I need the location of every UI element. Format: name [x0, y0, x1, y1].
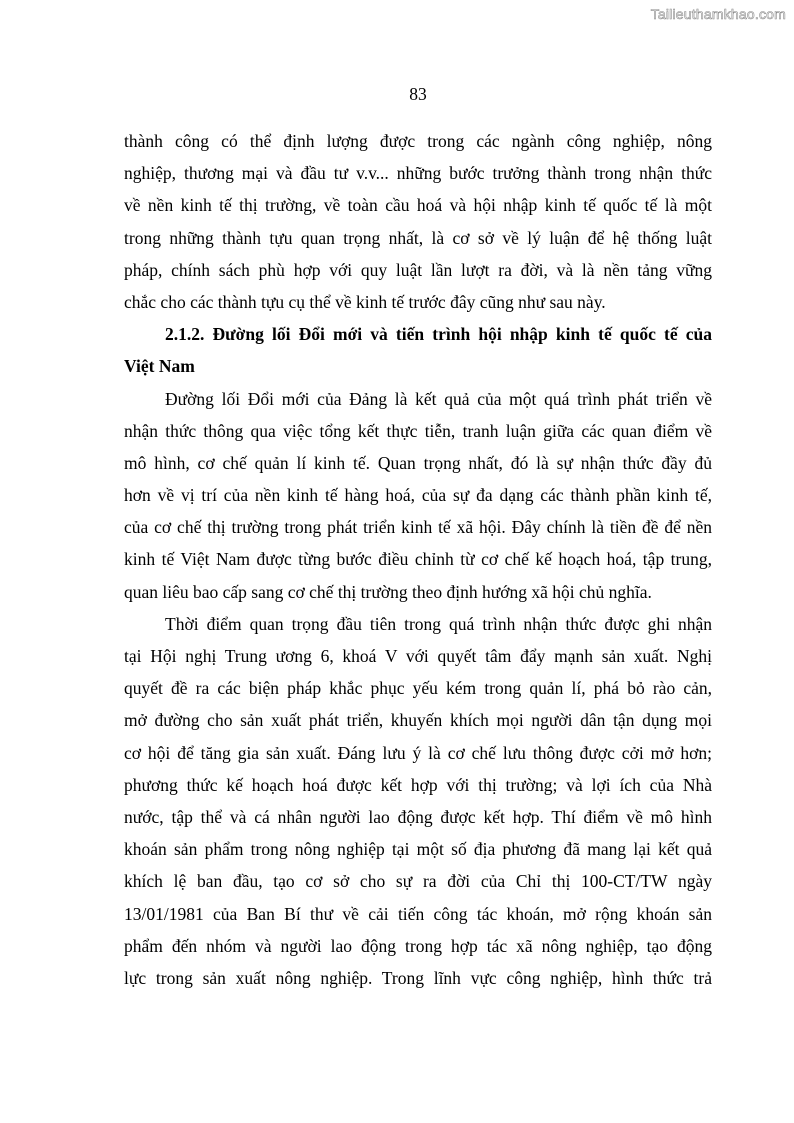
paragraph-line: phương thức kế hoạch hoá được kết hợp với thị trường; và lợi ích của Nhà	[124, 774, 712, 795]
paragraph-line: Đường lối Đổi mới của Đảng là kết quả của một quá trình phát triển về	[165, 388, 712, 409]
paragraph-line: cơ hội để tăng gia sản xuất. Đáng lưu ý là cơ chế lưu thông được cởi mở hơn;	[124, 742, 712, 763]
paragraph-line: về nền kinh tế thị trường, về toàn cầu hoá và hội nhập kinh tế quốc tế là một	[124, 195, 712, 216]
paragraph-line: của cơ chế thị trường trong phát triển kinh tế xã hội. Đây chính là tiền đề để nền	[124, 517, 712, 538]
paragraph-line: trong những thành tựu quan trọng nhất, là cơ sở về lý luận để hệ thống luật	[124, 227, 712, 248]
paragraph-line: mở đường cho sản xuất phát triển, khuyến khích mọi người dân tận dụng mọi	[124, 710, 712, 731]
paragraph-line: 13/01/1981 của Ban Bí thư về cải tiến công tác khoán, mở rộng khoán sản	[124, 903, 712, 924]
paragraph-line: thành công có thể định lượng được trong các ngành công nghiệp, nông	[124, 131, 712, 151]
section-heading: Việt Nam	[124, 356, 195, 377]
watermark-text: Tailieuthamkhao.com	[650, 6, 786, 22]
paragraph-line: pháp, chính sách phù hợp với quy luật lần lượt ra đời, và là nền tảng vững	[124, 259, 712, 280]
paragraph-line: lực trong sản xuất nông nghiệp. Trong lĩnh vực công nghiệp, hình thức trả	[124, 967, 712, 988]
document-body	[124, 125, 712, 994]
paragraph-line: nước, tập thể và cá nhân người lao động được kết hợp. Thí điểm về mô hình	[124, 806, 712, 827]
paragraph-line: Thời điểm quan trọng đầu tiên trong quá trình nhận thức được ghi nhận	[165, 613, 712, 634]
paragraph-line: chắc cho các thành tựu cụ thể về kinh tế trước đây cũng như sau này.	[124, 291, 606, 312]
section-heading: 2.1.2. Đường lối Đổi mới và tiến trình hội nhập kinh tế quốc tế của	[165, 324, 712, 345]
paragraph-line: mô hình, cơ chế quản lí kinh tế. Quan trọng nhất, đó là sự nhận thức đầy đủ	[124, 452, 712, 473]
paragraph-line: nhận thức thông qua việc tổng kết thực tiễn, tranh luận giữa các quan điểm về	[124, 420, 712, 441]
paragraph-line: hơn về vị trí của nền kinh tế hàng hoá, của sự đa dạng các thành phần kinh tế,	[124, 485, 712, 506]
paragraph-line: tại Hội nghị Trung ương 6, khoá V với quyết tâm đẩy mạnh sản xuất. Nghị	[124, 646, 712, 666]
paragraph-line: quan liêu bao cấp sang cơ chế thị trường theo định hướng xã hội chủ nghĩa.	[124, 581, 652, 602]
paragraph-line: khoán sản phẩm trong nông nghiệp tại một số địa phương đã mang lại kết quả	[124, 839, 712, 860]
paragraph-line: phẩm đến nhóm và người lao động trong hợp tác xã nông nghiệp, tạo động	[124, 935, 712, 956]
paragraph-line: khích lệ ban đầu, tạo cơ sở cho sự ra đời của Chỉ thị 100-CT/TW ngày	[124, 871, 712, 892]
paragraph-line: kinh tế Việt Nam được từng bước điều chỉnh từ cơ chế kế hoạch hoá, tập trung,	[124, 549, 712, 570]
page-number: 83	[409, 84, 427, 104]
paragraph-line: nghiệp, thương mại và đầu tư v.v... những bước trưởng thành trong nhận thức	[124, 163, 712, 184]
paragraph-line: quyết đề ra các biện pháp khắc phục yếu kém trong quản lí, phá bỏ rào cản,	[124, 678, 712, 699]
